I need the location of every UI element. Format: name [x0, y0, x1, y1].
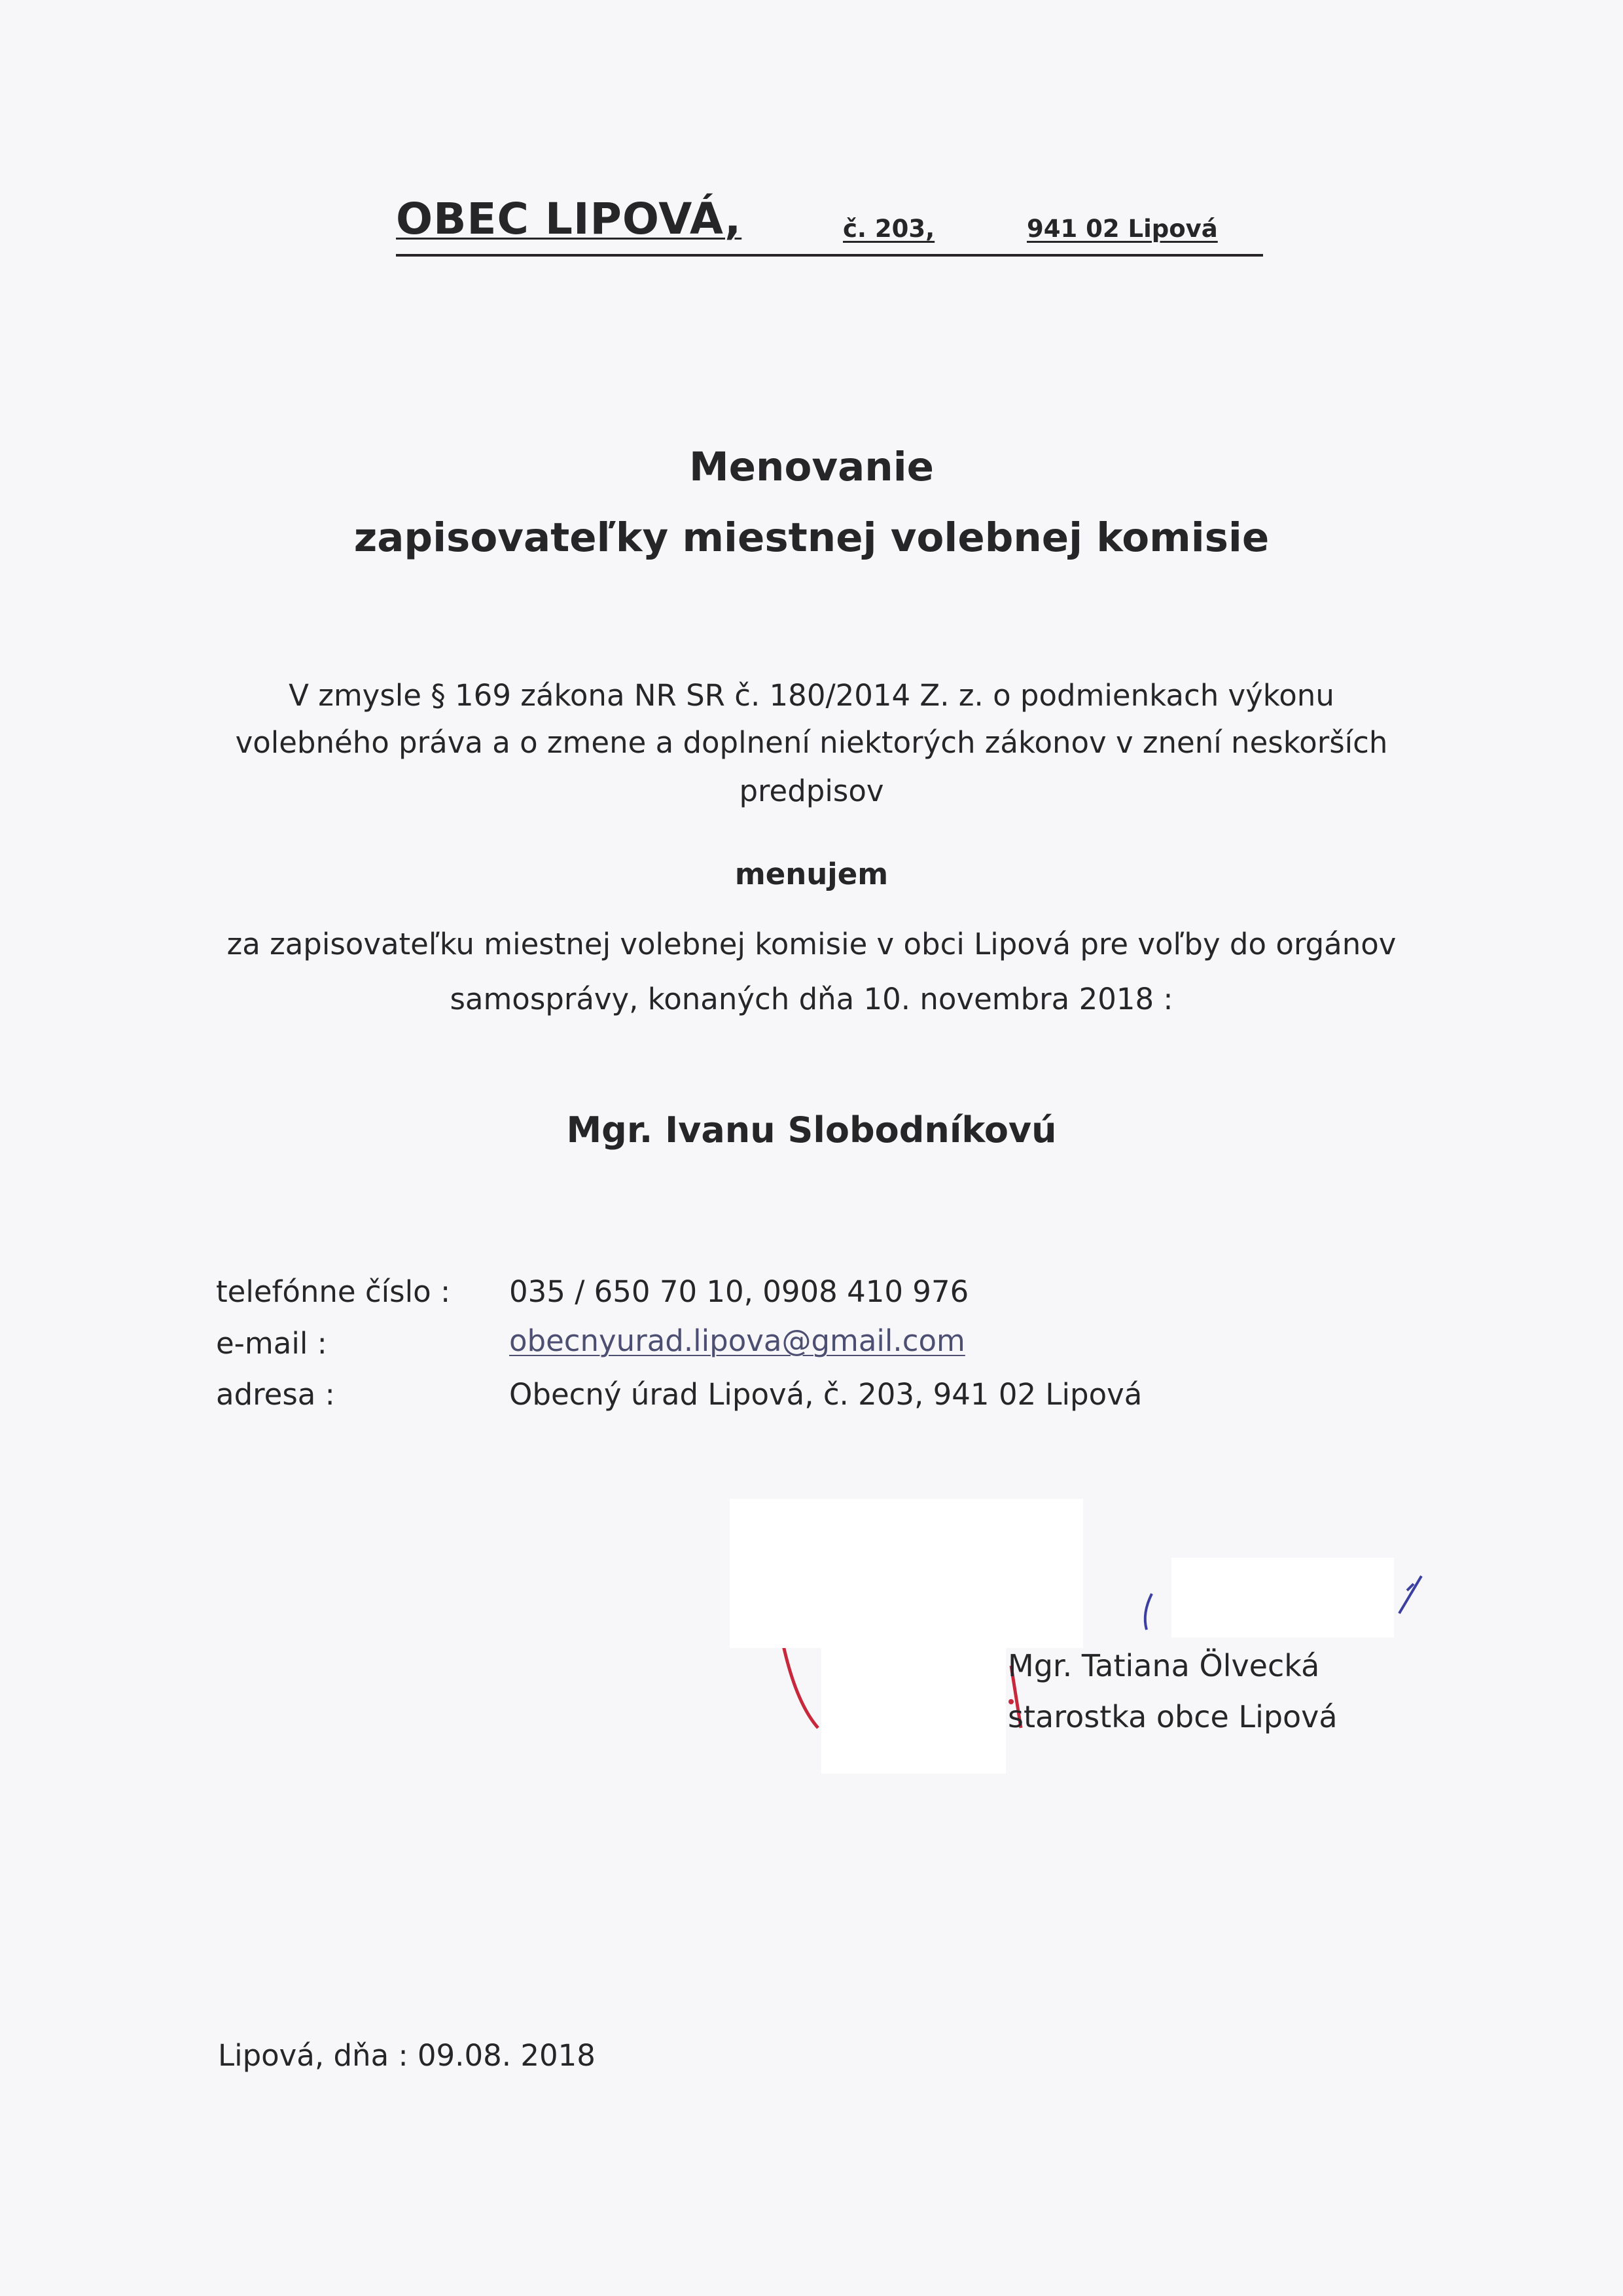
appointee-name: Mgr. Ivanu Slobodníkovú [566, 1109, 1057, 1151]
purpose-line-2: samosprávy, konaných dňa 10. novembra 2018 : [450, 982, 1173, 1016]
redaction-signature [1171, 1558, 1394, 1638]
intro-line-1: V zmysle § 169 zákona NR SR č. 180/2014 Z. z. o podmienkach výkonu [289, 678, 1334, 713]
purpose-line-1: za zapisovateľku miestnej volebnej komisie v obci Lipová pre voľby do orgánov [226, 927, 1397, 961]
intro-line-2: volebného práva a o zmene a doplnení niektorých zákonov v znení neskorších [235, 725, 1388, 760]
municipality-zip-city: 941 02 Lipová [1027, 215, 1218, 243]
document-title: Menovanie [688, 444, 935, 490]
address-label: adresa : [216, 1377, 335, 1412]
municipality-name: OBEC LIPOVÁ, [396, 194, 742, 244]
redaction-stamp-upper [730, 1499, 1083, 1648]
municipality-number: č. 203, [843, 215, 935, 243]
document-subtitle: zapisovateľky miestnej volebnej komisie [353, 514, 1270, 561]
intro-line-3: predpisov [739, 774, 884, 808]
redaction-stamp-lower [821, 1636, 1006, 1774]
stamp-arc-left [782, 1640, 818, 1728]
decision-word: menujem [734, 857, 889, 891]
email-label: e-mail : [216, 1326, 327, 1361]
phone-label: telefónne číslo : [216, 1274, 451, 1309]
signatory-name: Mgr. Tatiana Ölvecká [1008, 1648, 1320, 1683]
place-and-date: Lipová, dňa : 09.08. 2018 [218, 2038, 596, 2073]
phone-value: 035 / 650 70 10, 0908 410 976 [509, 1274, 969, 1309]
signature-stroke-right [1399, 1576, 1421, 1613]
address-value: Obecný úrad Lipová, č. 203, 941 02 Lipová [509, 1377, 1143, 1412]
signature-stroke-left [1145, 1594, 1152, 1630]
signatory-role: starostka obce Lipová [1008, 1699, 1338, 1734]
email-link[interactable]: obecnyurad.lipova@gmail.com [509, 1323, 965, 1358]
